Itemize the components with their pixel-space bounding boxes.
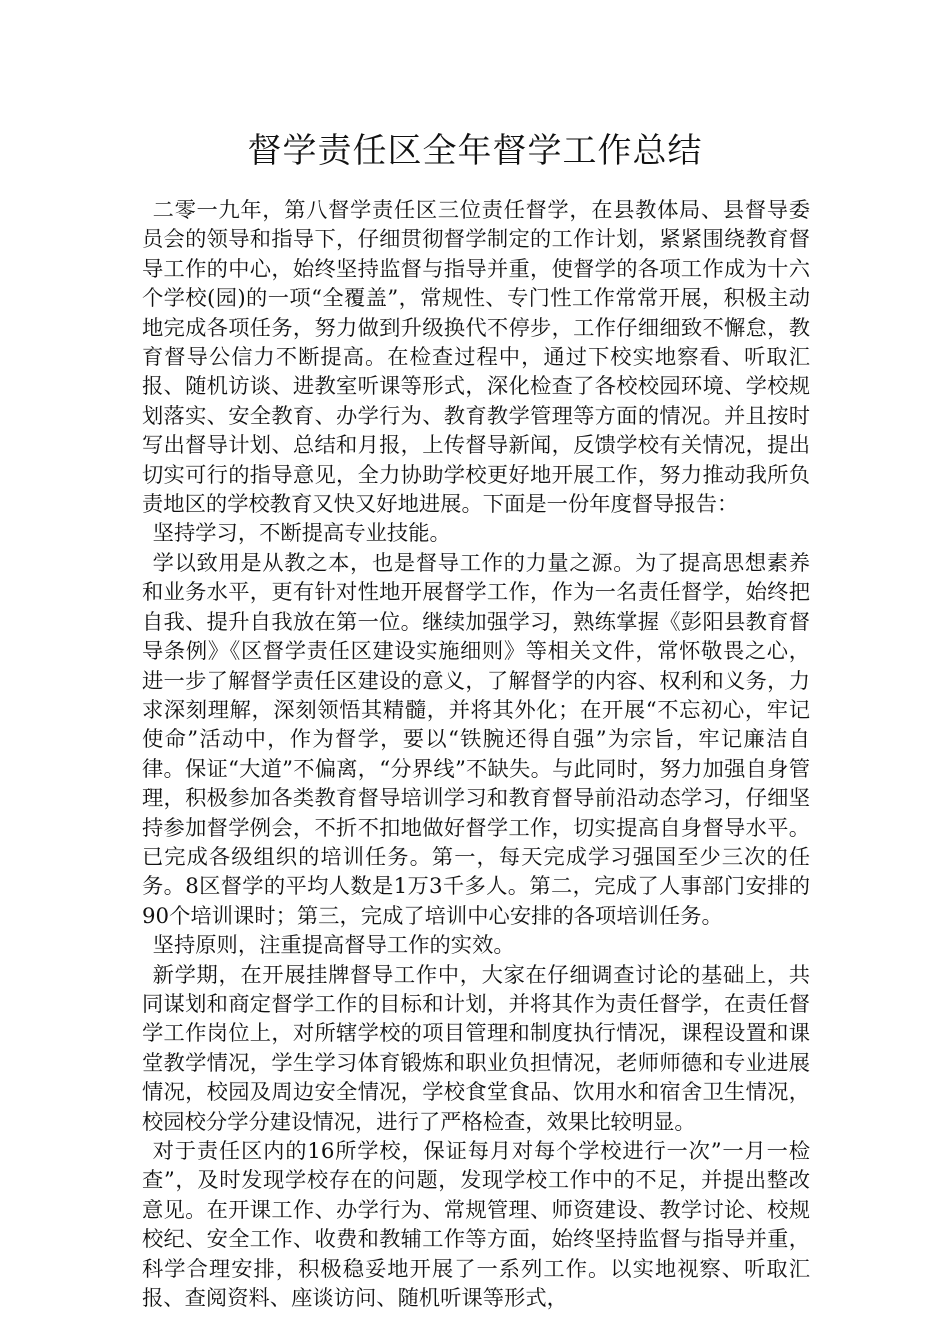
section-heading-learning: 坚持学习，不断提高专业技能。: [152, 521, 451, 547]
paragraph-monthly-inspection: 对于责任区内的16所学校，保证每月对每个学校进行一次”一月一检查”，及时发现学校存在的问题，发现学校工作中的不足，并提出整改意见。在开课工作、办学行为、常规管理、师资建设、教学讨论、校规校纪、安全工作、收费和教辅工作等方面，始终坚持监督与指导并重，科学合理安排，积极稳妥地开展了一系列工作。以实地视察、听取汇报、查阅资料、座谈访问、随机听课等形式，: [142, 1139, 810, 1312]
section-heading-principles: 坚持原则，注重提高督导工作的实效。: [152, 933, 515, 959]
paragraph-learning: 学以致用是从教之本，也是督导工作的力量之源。为了提高思想素养和业务水平，更有针对性地开展督学工作，作为一名责任督学，始终把自我、提升自我放在第一位。继续加强学习，熟练掌握《彭阳县教育督导条例》《区督学责任区建设实施细则》等相关文件，常怀敬畏之心，进一步了解督学责任区建设的意义，了解督学的内容、权利和义务，力求深刻理解，深刻领悟其精髓，并将其外化；在开展“不忘初心，牢记使命”活动中，作为督学，要以“铁腕还得自强”为宗旨，牢记廉洁自律。保证“大道”不偏离，“分界线”不缺失。与此同时，努力加强自身管理，积极参加各类教育督导培训学习和教育督导前沿动态学习，仔细坚持参加督学例会，不折不扣地做好督学工作，切实提高自身督导水平。已完成各级组织的培训任务。第一，每天完成学习强国至少三次的任务。8区督学的平均人数是1万3千多人。第二，完成了人事部门安排的90个培训课时；第三，完成了培训中心安排的各项培训任务。: [142, 550, 810, 929]
document-body: [142, 196, 810, 1313]
document-title: 督学责任区全年督学工作总结: [247, 131, 703, 171]
paragraph-new-semester: 新学期，在开展挂牌督导工作中，大家在仔细调查讨论的基础上，共同谋划和商定督学工作的目标和计划，并将其作为责任督学，在责任督学工作岗位上，对所辖学校的项目管理和制度执行情况，课程设置和课堂教学情况，学生学习体育锻炼和职业负担情况，老师师德和专业进展情况，校园及周边安全情况，学校食堂食品、饮用水和宿舍卫生情况，校园校分学分建设情况，进行了严格检查，效果比较明显。: [142, 962, 810, 1135]
paragraph-intro: 二零一九年，第八督学责任区三位责任督学，在县教体局、县督导委员会的领导和指导下，仔细贯彻督学制定的工作计划，紧紧围绕教育督导工作的中心，始终坚持监督与指导并重，使督学的各项工作成为十六个学校(园)的一项“全覆盖”，常规性、专门性工作常常开展，积极主动地完成各项任务，努力做到升级换代不停步，工作仔细细致不懈怠，教育督导公信力不断提高。在检查过程中，通过下校实地察看、听取汇报、随机访谈、进教室听课等形式，深化检查了各校校园环境、学校规划落实、安全教育、办学行为、教育教学管理等方面的情况。并且按时写出督导计划、总结和月报，上传督导新闻，反馈学校有关情况，提出切实可行的指导意见，全力协助学校更好地开展工作，努力推动我所负责地区的学校教育又快又好地进展。下面是一份年度督导报告：: [142, 198, 810, 518]
